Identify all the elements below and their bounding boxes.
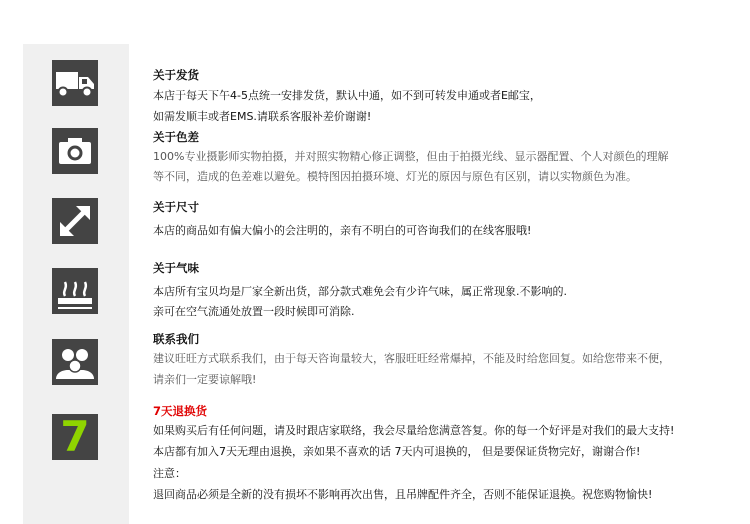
color-title: 关于色差 [153, 130, 199, 144]
contact-line-1: 建议旺旺方式联系我们，由于每天咨询量较大，客服旺旺经常爆掉，不能及时给您回复。如给您带来不便， [153, 352, 670, 365]
returns-note: 退回商品必须是全新的没有损坏不影响再次出售，且吊牌配件齐全，否则不能保证退换。祝您购物愉快! [153, 488, 653, 501]
steam-icon [52, 268, 98, 314]
smell-line-1: 本店所有宝贝均是厂家全新出货，部分款式难免会有少许气味，属正常现象.不影响的. [153, 285, 567, 298]
returns-line-2: 本店都有加入7天无理由退换，亲如果不喜欢的话 7天内可退换的， 但是要保证货物完好，谢谢合作! [153, 445, 641, 458]
returns-note-label: 注意： [153, 467, 186, 480]
people-icon [52, 339, 98, 385]
shipping-line-1: 本店于每天下午4-5点统一安排发货，默认中通，如不到可转发申通或者E邮宝， [153, 89, 541, 102]
shipping-title: 关于发货 [153, 68, 199, 82]
truck-icon [52, 60, 98, 106]
returns-title: 7天退换货 [153, 404, 208, 418]
seven-day-badge: 7 [52, 414, 98, 460]
smell-line-2: 亲可在空气流通处放置一段时候即可消除. [153, 305, 355, 318]
resize-arrow-icon [52, 198, 98, 244]
size-line-1: 本店的商品如有偏大偏小的会注明的，亲有不明白的可咨询我们的在线客服哦! [153, 224, 532, 237]
size-title: 关于尺寸 [153, 200, 199, 214]
smell-title: 关于气味 [153, 261, 199, 275]
color-line-1: 100%专业摄影师实物拍摄，并对照实物精心修正调整，但由于拍摄光线、显示器配置、个人对颜色的理解 [153, 150, 669, 163]
returns-line-1: 如果购买后有任何问题，请及时跟店家联络，我会尽量给您满意答复。你的每一个好评是对我们的最大支持! [153, 424, 675, 437]
camera-icon [52, 128, 98, 174]
contact-title: 联系我们 [153, 332, 199, 346]
contact-line-2: 请亲们一定要谅解哦! [153, 373, 257, 386]
color-line-2: 等不同，造成的色差难以避免。模特图因拍摄环境、灯光的原因与原色有区别，请以实物颜色为准。 [153, 170, 637, 183]
shipping-line-2: 如需发顺丰或者EMS.请联系客服补差价谢谢! [153, 110, 372, 123]
